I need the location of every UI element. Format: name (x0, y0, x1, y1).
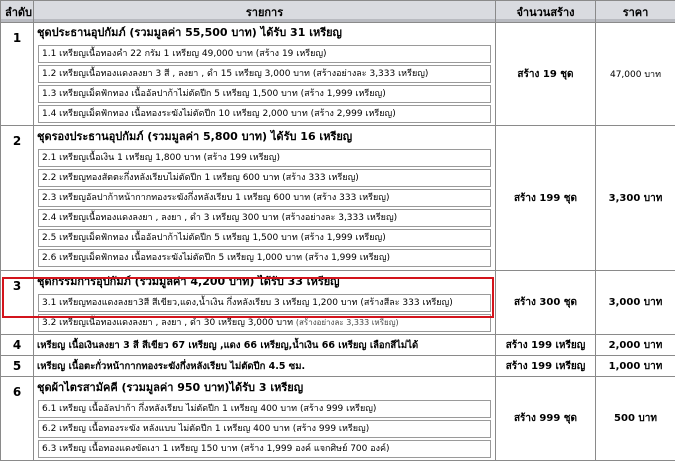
list-item: 6.2 เหรียญ เนื้อทองระฆัง หลังแบบ ไม่ตัดปีก 1 เหรียญ 400 บาท (สร้าง 999 เหรียญ) (38, 420, 491, 438)
price-cell: 3,000 บาท (596, 271, 675, 335)
header-price: ราคา (596, 1, 675, 23)
row-items (34, 377, 496, 461)
list-item: 1.2 เหรียญเนื้อทองแดงลงยา 3 สี , ลงยา , ดำ 15 เหรียญ 3,000 บาท (สร้างอย่างละ 3,333 เหรียญ) (38, 65, 491, 83)
quantity-cell: สร้าง 19 ชุด (496, 23, 596, 126)
row-number: 4 (1, 335, 34, 356)
header-quantity: จำนวนสร้าง (496, 1, 596, 23)
price-cell: 47,000 บาท (596, 23, 675, 126)
table-row (1, 126, 675, 271)
list-item: 1.3 เหรียญเม็ดฟักทอง เนื้ออัลปาก้าไม่ตัดปีก 5 เหรียญ 1,500 บาท (สร้าง 1,999 เหรียญ) (38, 85, 491, 103)
row-number: 2 (1, 126, 34, 271)
header-no: ลำดับ (1, 1, 34, 23)
list-item: 2.5 เหรียญเม็ดฟักทอง เนื้ออัลปาก้าไม่ตัดปีก 5 เหรียญ 1,500 บาท (สร้าง 1,999 เหรียญ) (38, 229, 491, 247)
set-title: ชุดรองประธานอุปกัมภ์ (รวมมูลค่า 5,800 บาท) ได้รับ 16 เหรียญ (37, 130, 353, 143)
list-item: 6.3 เหรียญ เนื้อทองแดงขัดเงา 1 เหรียญ 150 บาท (สร้าง 1,999 องค์ แจกศิษย์ 700 องค์) (38, 440, 491, 458)
item-title: เหรียญ เนื้อตะกั่วหน้ากากทองระฆังกึ่งหลังเรียบ ไม่ตัดปีก 4.5 ซม. (37, 360, 306, 372)
table-row (1, 23, 675, 126)
quantity-cell: สร้าง 300 ชุด (496, 271, 596, 335)
price-cell: 3,300 บาท (596, 126, 675, 271)
list-item: 2.4 เหรียญเนื้อทองแดงลงยา , ลงยา , ดำ 3 เหรียญ 300 บาท (สร้างอย่างละ 3,333 เหรียญ) (38, 209, 491, 227)
set-title: ชุดกรรมการอุปกัมภ์ (รวมมูลค่า 4,200 บาท) ได้รับ 33 เหรียญ (37, 274, 340, 288)
table-row (1, 356, 675, 377)
list-item: 2.3 เหรียญอัลปาก้าหน้ากากทองระฆังกึ่งหลังเรียบ 1 เหรียญ 600 บาท (สร้าง 333 เหรียญ) (38, 189, 491, 207)
row-number: 6 (1, 377, 34, 461)
list-item: 3.1 เหรียญทองแดงลงยา3สี สีเขียว,แดง,น้ำเงิน กึ่งหลังเรียบ 3 เหรียญ 1,200 บาท (สร้างสีละ 333 เหรียญ) (38, 294, 491, 312)
header-row (1, 1, 675, 23)
item-title: เหรียญ เนื้อเงินลงยา 3 สี สีเขียว 67 เหรียญ ,แดง 66 เหรียญ,น้ำเงิน 66 เหรียญ เลือกสีไม่ได้ (37, 339, 419, 351)
set-title: ชุดผ้าไตรสามัคคี (รวมมูลค่า 950 บาท)ได้รับ 3 เหรียญ (37, 380, 304, 394)
set-title: ชุดประธานอุปกัมภ์ (รวมมูลค่า 55,500 บาท) ได้รับ 31 เหรียญ (37, 26, 342, 39)
highlight-box (2, 277, 494, 318)
list-item: 1.4 เหรียญเม็ดฟักทอง เนื้อทองระฆังไม่ตัดปีก 10 เหรียญ 2,000 บาท (สร้าง 2,999 เหรียญ) (38, 105, 491, 123)
row-number: 1 (1, 23, 34, 126)
table-row (1, 377, 675, 461)
row-number: 3 (1, 271, 34, 335)
list-item: 6.1 เหรียญ เนื้ออัลปาก้า กึ่งหลังเรียบ ไม่ตัดปีก 1 เหรียญ 400 บาท (สร้าง 999 เหรียญ) (38, 400, 491, 418)
quantity-cell: สร้าง 199 ชุด (496, 126, 596, 271)
list-item: 2.6 เหรียญเม็ดฟักทอง เนื้อทองระฆังไม่ตัดปีก 5 เหรียญ 1,000 บาท (สร้าง 1,999 เหรียญ) (38, 249, 491, 267)
quantity-cell: สร้าง 999 ชุด (496, 377, 596, 461)
price-cell: 1,000 บาท (596, 356, 675, 377)
table-row (1, 335, 675, 356)
row-items (34, 126, 496, 271)
list-item-text: 3.2 เหรียญเนื้อทองแดงลงยา , ลงยา , ดำ 30 เหรียญ 3,000 บาท (42, 317, 294, 328)
row-number: 5 (1, 356, 34, 377)
list-item: 2.2 เหรียญทองสัตตะกึ่งหลังเรียบไม่ตัดปีก 1 เหรียญ 600 บาท (สร้าง 333 เหรียญ) (38, 169, 491, 187)
row-items (34, 335, 496, 356)
quantity-cell: สร้าง 199 เหรียญ (496, 356, 596, 377)
price-cell: 500 บาท (596, 377, 675, 461)
list-item: 2.1 เหรียญเนื้อเงิน 1 เหรียญ 1,800 บาท (สร้าง 199 เหรียญ) (38, 149, 491, 167)
header-items: รายการ (34, 1, 496, 23)
list-item-note: (สร้างอย่างละ 3,333 เหรียญ) (295, 317, 399, 327)
quantity-cell: สร้าง 199 เหรียญ (496, 335, 596, 356)
price-cell: 2,000 บาท (596, 335, 675, 356)
row-items (34, 356, 496, 377)
list-item: 1.1 เหรียญเนื้อทองคำ 22 กรัม 1 เหรียญ 49,000 บาท (สร้าง 19 เหรียญ) (38, 45, 491, 63)
row-items (34, 23, 496, 126)
